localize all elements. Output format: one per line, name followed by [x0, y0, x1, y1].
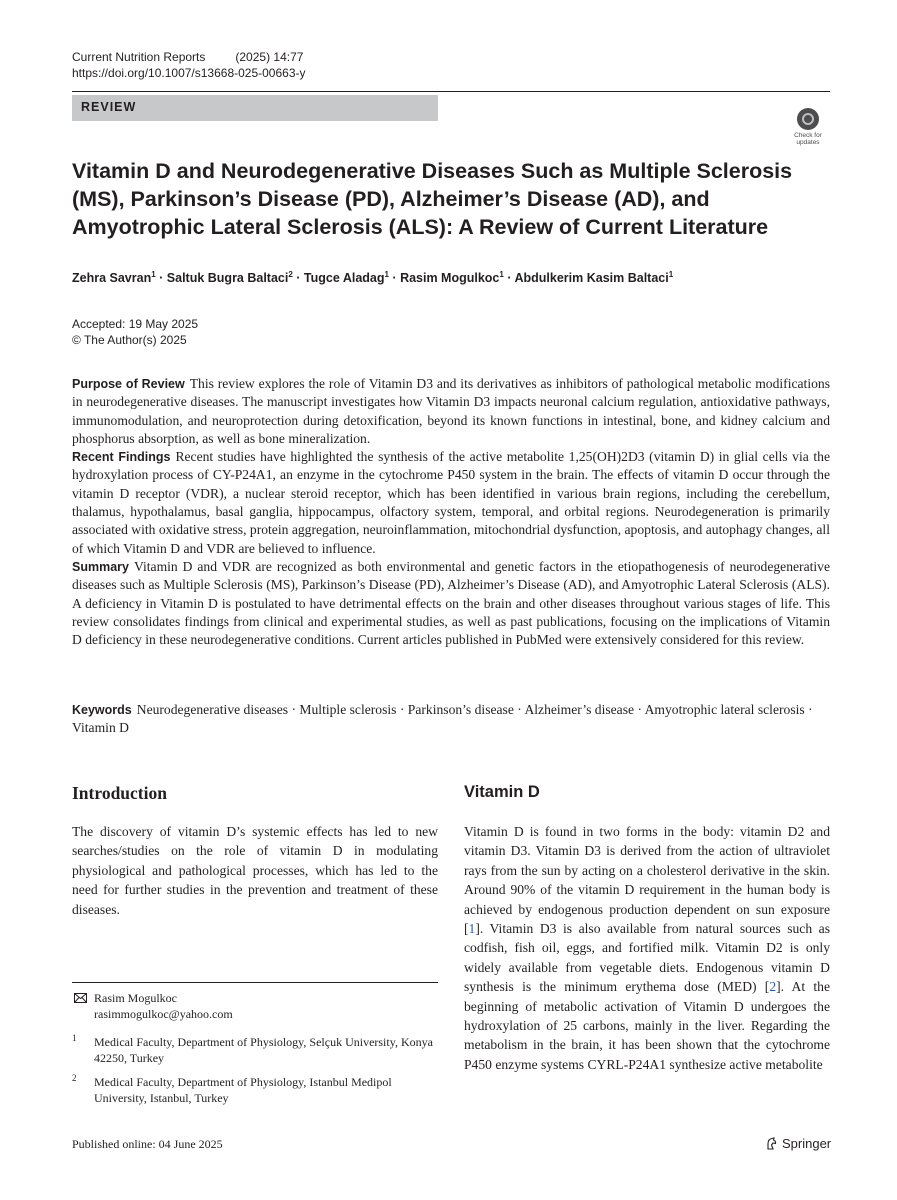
- author[interactable]: Abdulkerim Kasim Baltaci$^1$: [514, 270, 674, 285]
- article-dates: [72, 316, 198, 348]
- author-list: Zehra Savran$^1$ · Saltuk Bugra Baltaci$^2$ · Tugce Aladag$^1$ · Rasim Mogulkoc$^1$ · Abdulkerim Kasim Baltaci$^1$: [72, 270, 674, 285]
- author[interactable]: Zehra Savran$^1$: [72, 270, 156, 285]
- springer-horse-icon: [765, 1137, 778, 1153]
- keywords-text: Neurodegenerative diseases · Multiple sclerosis · Parkinson’s disease · Alzheimer’s disease · Amyotrophic lateral sclerosis · Vitamin D: [72, 702, 813, 736]
- footnote-rule: [72, 982, 438, 983]
- section-heading-introduction: Introduction: [72, 783, 167, 803]
- abstract-summary: [72, 558, 830, 649]
- copyright: © The Author(s) 2025: [72, 333, 187, 347]
- publisher-logo: [765, 1136, 831, 1153]
- citation-link[interactable]: 1: [468, 921, 476, 937]
- check-updates-label: Check for updates: [794, 132, 822, 146]
- summary-label: Summary: [72, 559, 129, 574]
- corresponding-name: Rasim Mogulkoc: [94, 991, 177, 1005]
- envelope-icon: [74, 992, 87, 1007]
- author[interactable]: Tugce Aladag$^1$: [303, 270, 389, 285]
- abstract: [72, 375, 830, 649]
- keywords-label: Keywords: [72, 703, 132, 717]
- findings-text: Recent studies have highlighted the synthesis of the active metabolite 1,25(OH)2D3 (vitamin D) in glial cells via the hydroxylation process of CY-P24A1, an enzyme in the cytochrome P450 system in the brain. The effects of vitamin D occur through the vitamin D receptor (VDR), a nuclear steroid receptor, which has been identified in various brain regions, including the cerebellum, thalamus, hypothalamus, basal ganglia, hippocampus, olfactory system, temporal, and orbital regions. Neurodegeneration is primarily associated with oxidative stress, protein aggregation, neuroinflammation, mitochondrial dysfunction, apoptosis, and autophagy changes, all of which Vitamin D and VDR are believed to influence.: [72, 449, 830, 556]
- corresponding-author: [94, 990, 233, 1022]
- doi-link[interactable]: https://doi.org/10.1007/s13668-025-00663-y: [72, 66, 306, 80]
- journal-name: Current Nutrition Reports: [72, 50, 206, 64]
- purpose-label: Purpose of Review: [72, 377, 185, 391]
- affiliation-2: Medical Faculty, Department of Physiology, Istanbul Medipol University, Istanbul, Turkey: [94, 1075, 392, 1105]
- affiliation-number: 1: [72, 1033, 77, 1043]
- introduction-paragraph: The discovery of vitamin D’s systemic effects has led to new searches/studies on the role of vitamin D in modulating physiological and pathological processes, which has led to the need for further studies in the prevention and treatment of these diseases.: [72, 824, 438, 917]
- abstract-purpose: [72, 375, 830, 448]
- purpose-text: This review explores the role of Vitamin D3 and its derivatives as inhibitors of pathological metabolic modifications in neurodegenerative diseases. The manuscript investigates how Vitamin D3 impacts neuronal calcium regulation, antioxidative pathways, immunomodulation, and neuroprotection during detoxification, beyond its known functions in intestinal, bone, and kidney calcium and phosphorus absorption, as well as bone mineralization.: [72, 376, 830, 446]
- check-for-updates-button[interactable]: [787, 108, 829, 152]
- abstract-findings: [72, 448, 830, 558]
- journal-volume: (2025) 14:77: [235, 50, 304, 64]
- citation-link[interactable]: 2: [769, 979, 777, 995]
- author[interactable]: Rasim Mogulkoc$^1$: [400, 270, 504, 285]
- check-updates-icon: [797, 108, 819, 130]
- affiliation-number: 2: [72, 1073, 77, 1083]
- journal-citation: [72, 50, 303, 65]
- published-online-date: Published online: 04 June 2025: [72, 1137, 223, 1151]
- section-heading-vitamin-d: Vitamin D: [464, 783, 540, 801]
- corresponding-email[interactable]: rasimmogulkoc@yahoo.com: [94, 1007, 233, 1021]
- accepted-date: Accepted: 19 May 2025: [72, 317, 199, 331]
- publisher-name: Springer: [782, 1136, 832, 1151]
- article-type-label: REVIEW: [81, 100, 137, 114]
- vitamin-d-paragraph: Vitamin D is found in two forms in the body: vitamin D2 and vitamin D3. Vitamin D3 is derived from the action of ultraviolet rays from the sun by acting on a cholesterol derivative in the skin. Around 90% of the vitamin D requirement in the human body is achieved by endogenous production dependent on sun exposure [1]. Vitamin D3 is also available from natural sources such as codfish, fish oil, eggs, and fortified milk. Vitamin D2 is only widely available from vegetable diets. Endogenous vitamin D synthesis is the minimum erythema dose (MED) [2]. At the beginning of metabolic activation of Vitamin D undergoes the hydroxylation of 25 carbons, mainly in the liver. Regarding the metabolism in the brain, it has been shown that the cytochrome P450 enzyme systems CYRL-P24A1 synthesize active metabolite: [464, 824, 830, 1072]
- keywords: [72, 701, 830, 738]
- article-title: Vitamin D and Neurodegenerative Diseases Such as Multiple Sclerosis (MS), Parkinson’s Disease (PD), Alzheimer’s Disease (AD), and Amyotrophic Lateral Sclerosis (ALS): A Review of Current Literature: [72, 159, 793, 239]
- affiliation-1: Medical Faculty, Department of Physiology, Selçuk University, Konya 42250, Turkey: [94, 1035, 433, 1065]
- article-type-bar: [72, 95, 438, 121]
- header-rule: [72, 91, 830, 92]
- findings-label: Recent Findings: [72, 450, 171, 465]
- author[interactable]: Saltuk Bugra Baltaci$^2$: [166, 270, 293, 285]
- summary-text: Vitamin D and VDR are recognized as both environmental and genetic factors in the etiopathogenesis of neurodegenerative diseases such as Multiple Sclerosis (MS), Parkinson’s Disease (PD), Alzheimer’s Disease (AD), and Amyotrophic Lateral Sclerosis (ALS). A deficiency in Vitamin D is postulated to have detrimental effects on the brain and other diseases throughout various stages of life. This review consolidates findings from clinical and experimental studies, as well as past publications, focusing on the implications of Vitamin D deficiency in these neurodegenerative conditions. Current articles published in PubMed were extensively considered for this review.: [72, 558, 830, 648]
